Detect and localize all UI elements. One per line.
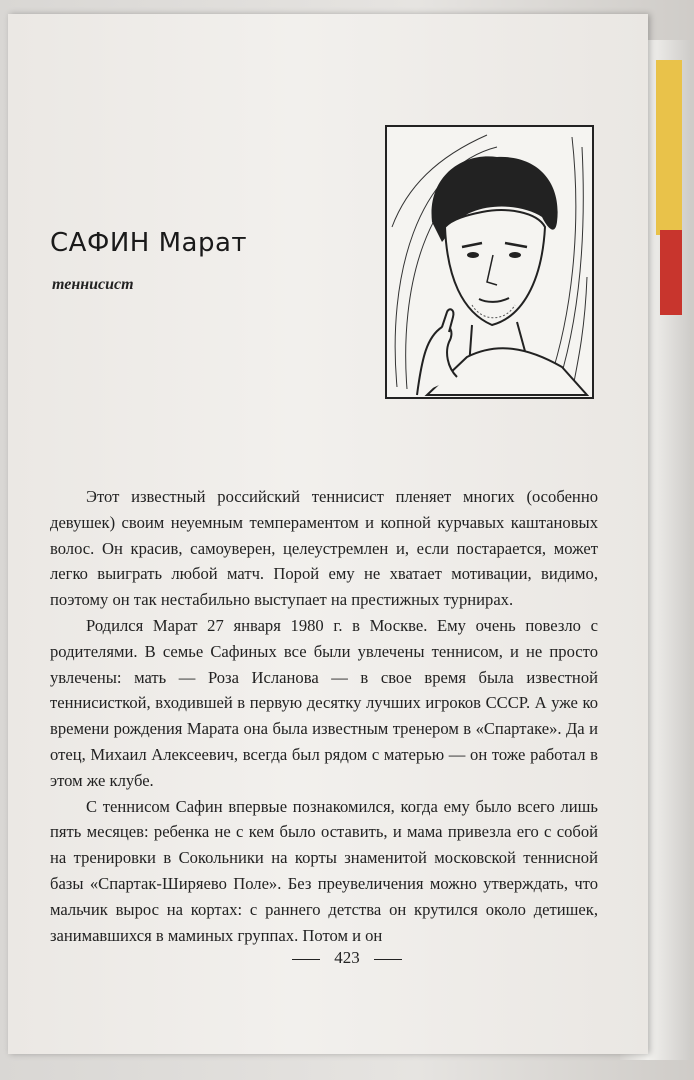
page-footer: [0, 948, 694, 968]
paragraph-3: С теннисом Сафин впервые познакомился, когда ему было всего лишь пять месяцев: ребенка не с кем было оставить, и мама привезла его с собой на тренировки в Сокольники на корты знаменитой московской теннисной базы «Спартак-Ширяево Поле». Без преувеличения можно утверждать, что мальчик вырос на кортах: с раннего детства он крутился около детишек, занимавшихся в маминых группах. Потом и он: [50, 796, 598, 945]
portrait-drawing: [387, 127, 592, 397]
page-title: САФИН Марат: [50, 228, 248, 258]
footer-dash-left: [292, 959, 320, 960]
portrait-illustration-icon: [385, 125, 594, 399]
paragraph-1: Этот известный российский теннисист пленяет многих (особенно девушек) своим неуемным темпераментом и копной курчавых каштановых волос. Он красив, самоуверен, целеустремлен и, если постарается, может легко выиграть любой матч. Порой ему не хватает мотивации, видимо, поэтому он так нестабильно выступает на престижных турнирах.: [50, 487, 598, 610]
page-number: 423: [334, 948, 360, 967]
bookmark-tab-yellow: [656, 60, 682, 235]
footer-dash-right: [374, 959, 402, 960]
article-body: [50, 484, 598, 948]
paragraph-2: Родился Марат 27 января 1980 г. в Москве. Ему очень повезло с родителями. В семье Сафиных все были увлечены теннисом, и не просто увлечены: мать — Роза Исланова — в свое время была известной теннисисткой, входившей в первую десятку лучших игроков СССР. А уже ко времени рождения Марата она была известным тренером в «Спартаке». Да и отец, Михаил Алексеевич, всегда был рядом с матерью — он тоже работал в этом же клубе.: [50, 615, 598, 790]
profession-subtitle: теннисист: [52, 276, 134, 293]
bookmark-tab-red: [660, 230, 682, 315]
